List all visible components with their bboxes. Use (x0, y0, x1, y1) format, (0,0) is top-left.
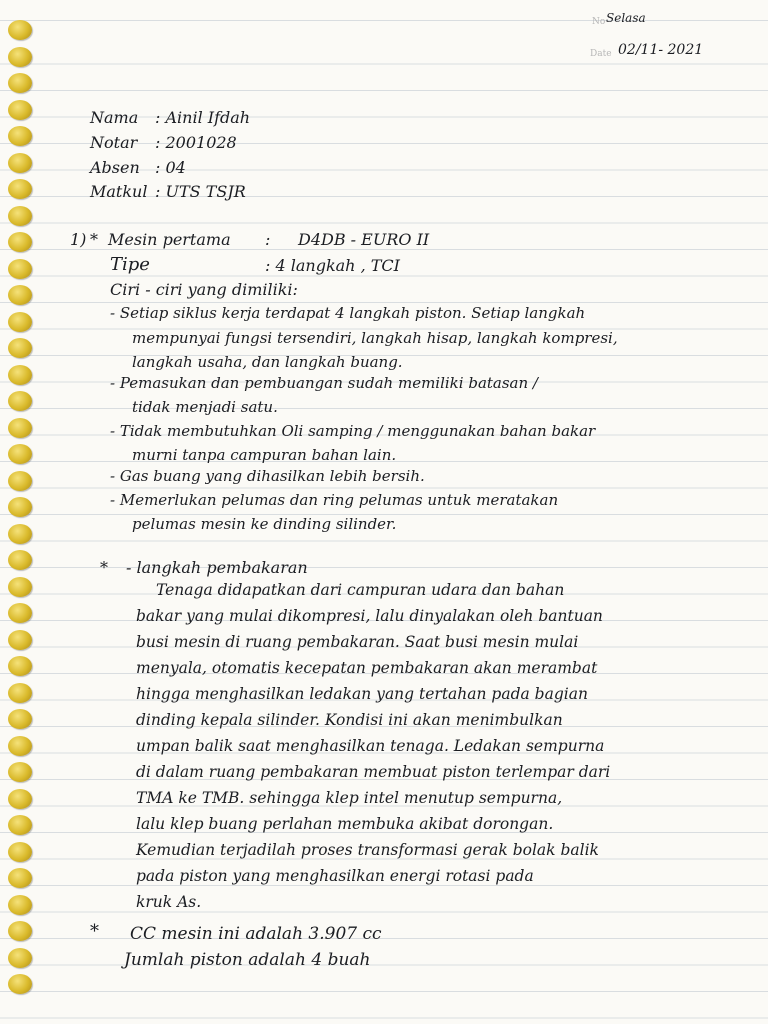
binding-hole (8, 285, 32, 305)
feature-line: - Pemasukan dan pembuangan sudah memiliki batasan / (110, 374, 538, 392)
spiral-binding (8, 20, 40, 1020)
binding-hole (8, 444, 32, 464)
date-text: 02/11- 2021 (618, 42, 704, 58)
identity-value: : 04 (155, 158, 186, 177)
binding-hole (8, 895, 32, 915)
binding-hole (8, 842, 32, 862)
date-label: Date (590, 49, 612, 59)
feature-line: pelumas mesin ke dinding silinder. (132, 515, 397, 533)
identity-value: : 2001028 (155, 133, 237, 152)
bullet-star: * (90, 921, 99, 942)
binding-hole (8, 312, 32, 332)
type-value: : 4 langkah , TCI (265, 256, 400, 275)
binding-hole (8, 338, 32, 358)
feature-line: murni tanpa campuran bahan lain. (132, 446, 397, 464)
day-text: Selasa (606, 11, 646, 25)
binding-hole (8, 736, 32, 756)
identity-value: : Ainil Ifdah (155, 108, 251, 127)
binding-hole (8, 524, 32, 544)
binding-hole (8, 656, 32, 676)
paragraph-line: umpan balik saat menghasilkan tenaga. Ledakan sempurna (136, 737, 605, 755)
engine-label: Mesin pertama (108, 230, 231, 249)
binding-hole (8, 206, 32, 226)
paragraph-line: bakar yang mulai dikompresi, lalu dinyalakan oleh bantuan (136, 607, 603, 625)
binding-hole (8, 815, 32, 835)
paragraph-line: lalu klep buang perlahan membuka akibat dorongan. (136, 815, 554, 833)
binding-hole (8, 577, 32, 597)
paragraph-line: dinding kepala silinder. Kondisi ini akan menimbulkan (136, 711, 563, 729)
identity-key: Absen (90, 158, 140, 177)
feature-line: - Setiap siklus kerja terdapat 4 langkah piston. Setiap langkah (110, 304, 586, 322)
binding-hole (8, 365, 32, 385)
binding-hole (8, 497, 32, 517)
paragraph-line: pada piston yang menghasilkan energi rotasi pada (136, 867, 534, 885)
paragraph-line: Kemudian terjadilah proses transformasi gerak bolak balik (136, 841, 599, 859)
binding-hole (8, 974, 32, 994)
identity-key: Matkul (90, 182, 148, 201)
binding-hole (8, 126, 32, 146)
binding-hole (8, 789, 32, 809)
binding-hole (8, 179, 32, 199)
binding-hole (8, 47, 32, 67)
binding-hole (8, 73, 32, 93)
binding-hole (8, 20, 32, 40)
section-title: - langkah pembakaran (126, 558, 308, 577)
feature-line: - Tidak membutuhkan Oli samping / menggunakan bahan bakar (110, 422, 596, 440)
no-label: No (592, 17, 606, 27)
feature-line: langkah usaha, dan langkah buang. (132, 353, 403, 371)
paragraph-line: kruk As. (136, 893, 202, 911)
features-title: Ciri - ciri yang dimiliki: (110, 280, 298, 299)
binding-hole (8, 921, 32, 941)
binding-hole (8, 709, 32, 729)
binding-hole (8, 471, 32, 491)
engine-value: D4DB - EURO II (298, 230, 430, 249)
binding-hole (8, 630, 32, 650)
bullet-star: * (100, 558, 108, 577)
cc-line: CC mesin ini adalah 3.907 cc (130, 924, 382, 944)
feature-line: - Gas buang yang dihasilkan lebih bersih. (110, 467, 425, 485)
piston-line: Jumlah piston adalah 4 buah (124, 950, 371, 970)
paragraph-line: TMA ke TMB. sehingga klep intel menutup sempurna, (136, 789, 563, 807)
engine-separator: : (265, 230, 271, 249)
binding-hole (8, 232, 32, 252)
binding-hole (8, 100, 32, 120)
binding-hole (8, 762, 32, 782)
binding-hole (8, 603, 32, 623)
paragraph-line: Tenaga didapatkan dari campuran udara dan bahan (156, 581, 565, 599)
paragraph-line: menyala, otomatis kecepatan pembakaran akan merambat (136, 659, 598, 677)
paragraph-line: busi mesin di ruang pembakaran. Saat busi mesin mulai (136, 633, 579, 651)
binding-hole (8, 418, 32, 438)
binding-hole (8, 868, 32, 888)
binding-hole (8, 550, 32, 570)
identity-key: Nama (90, 108, 139, 127)
bullet-star: * (90, 230, 98, 249)
paragraph-line: di dalam ruang pembakaran membuat piston terlempar dari (136, 763, 611, 781)
binding-hole (8, 948, 32, 968)
feature-line: tidak menjadi satu. (132, 398, 278, 416)
feature-line: - Memerlukan pelumas dan ring pelumas untuk meratakan (110, 491, 559, 509)
binding-hole (8, 391, 32, 411)
binding-hole (8, 153, 32, 173)
identity-key: Notar (90, 133, 138, 152)
type-label: Tipe (110, 254, 150, 275)
feature-line: mempunyai fungsi tersendiri, langkah hisap, langkah kompresi, (132, 329, 618, 347)
identity-value: : UTS TSJR (155, 182, 246, 201)
question-number: 1) (70, 230, 87, 249)
binding-hole (8, 683, 32, 703)
binding-hole (8, 259, 32, 279)
paragraph-line: hingga menghasilkan ledakan yang tertahan pada bagian (136, 685, 588, 703)
